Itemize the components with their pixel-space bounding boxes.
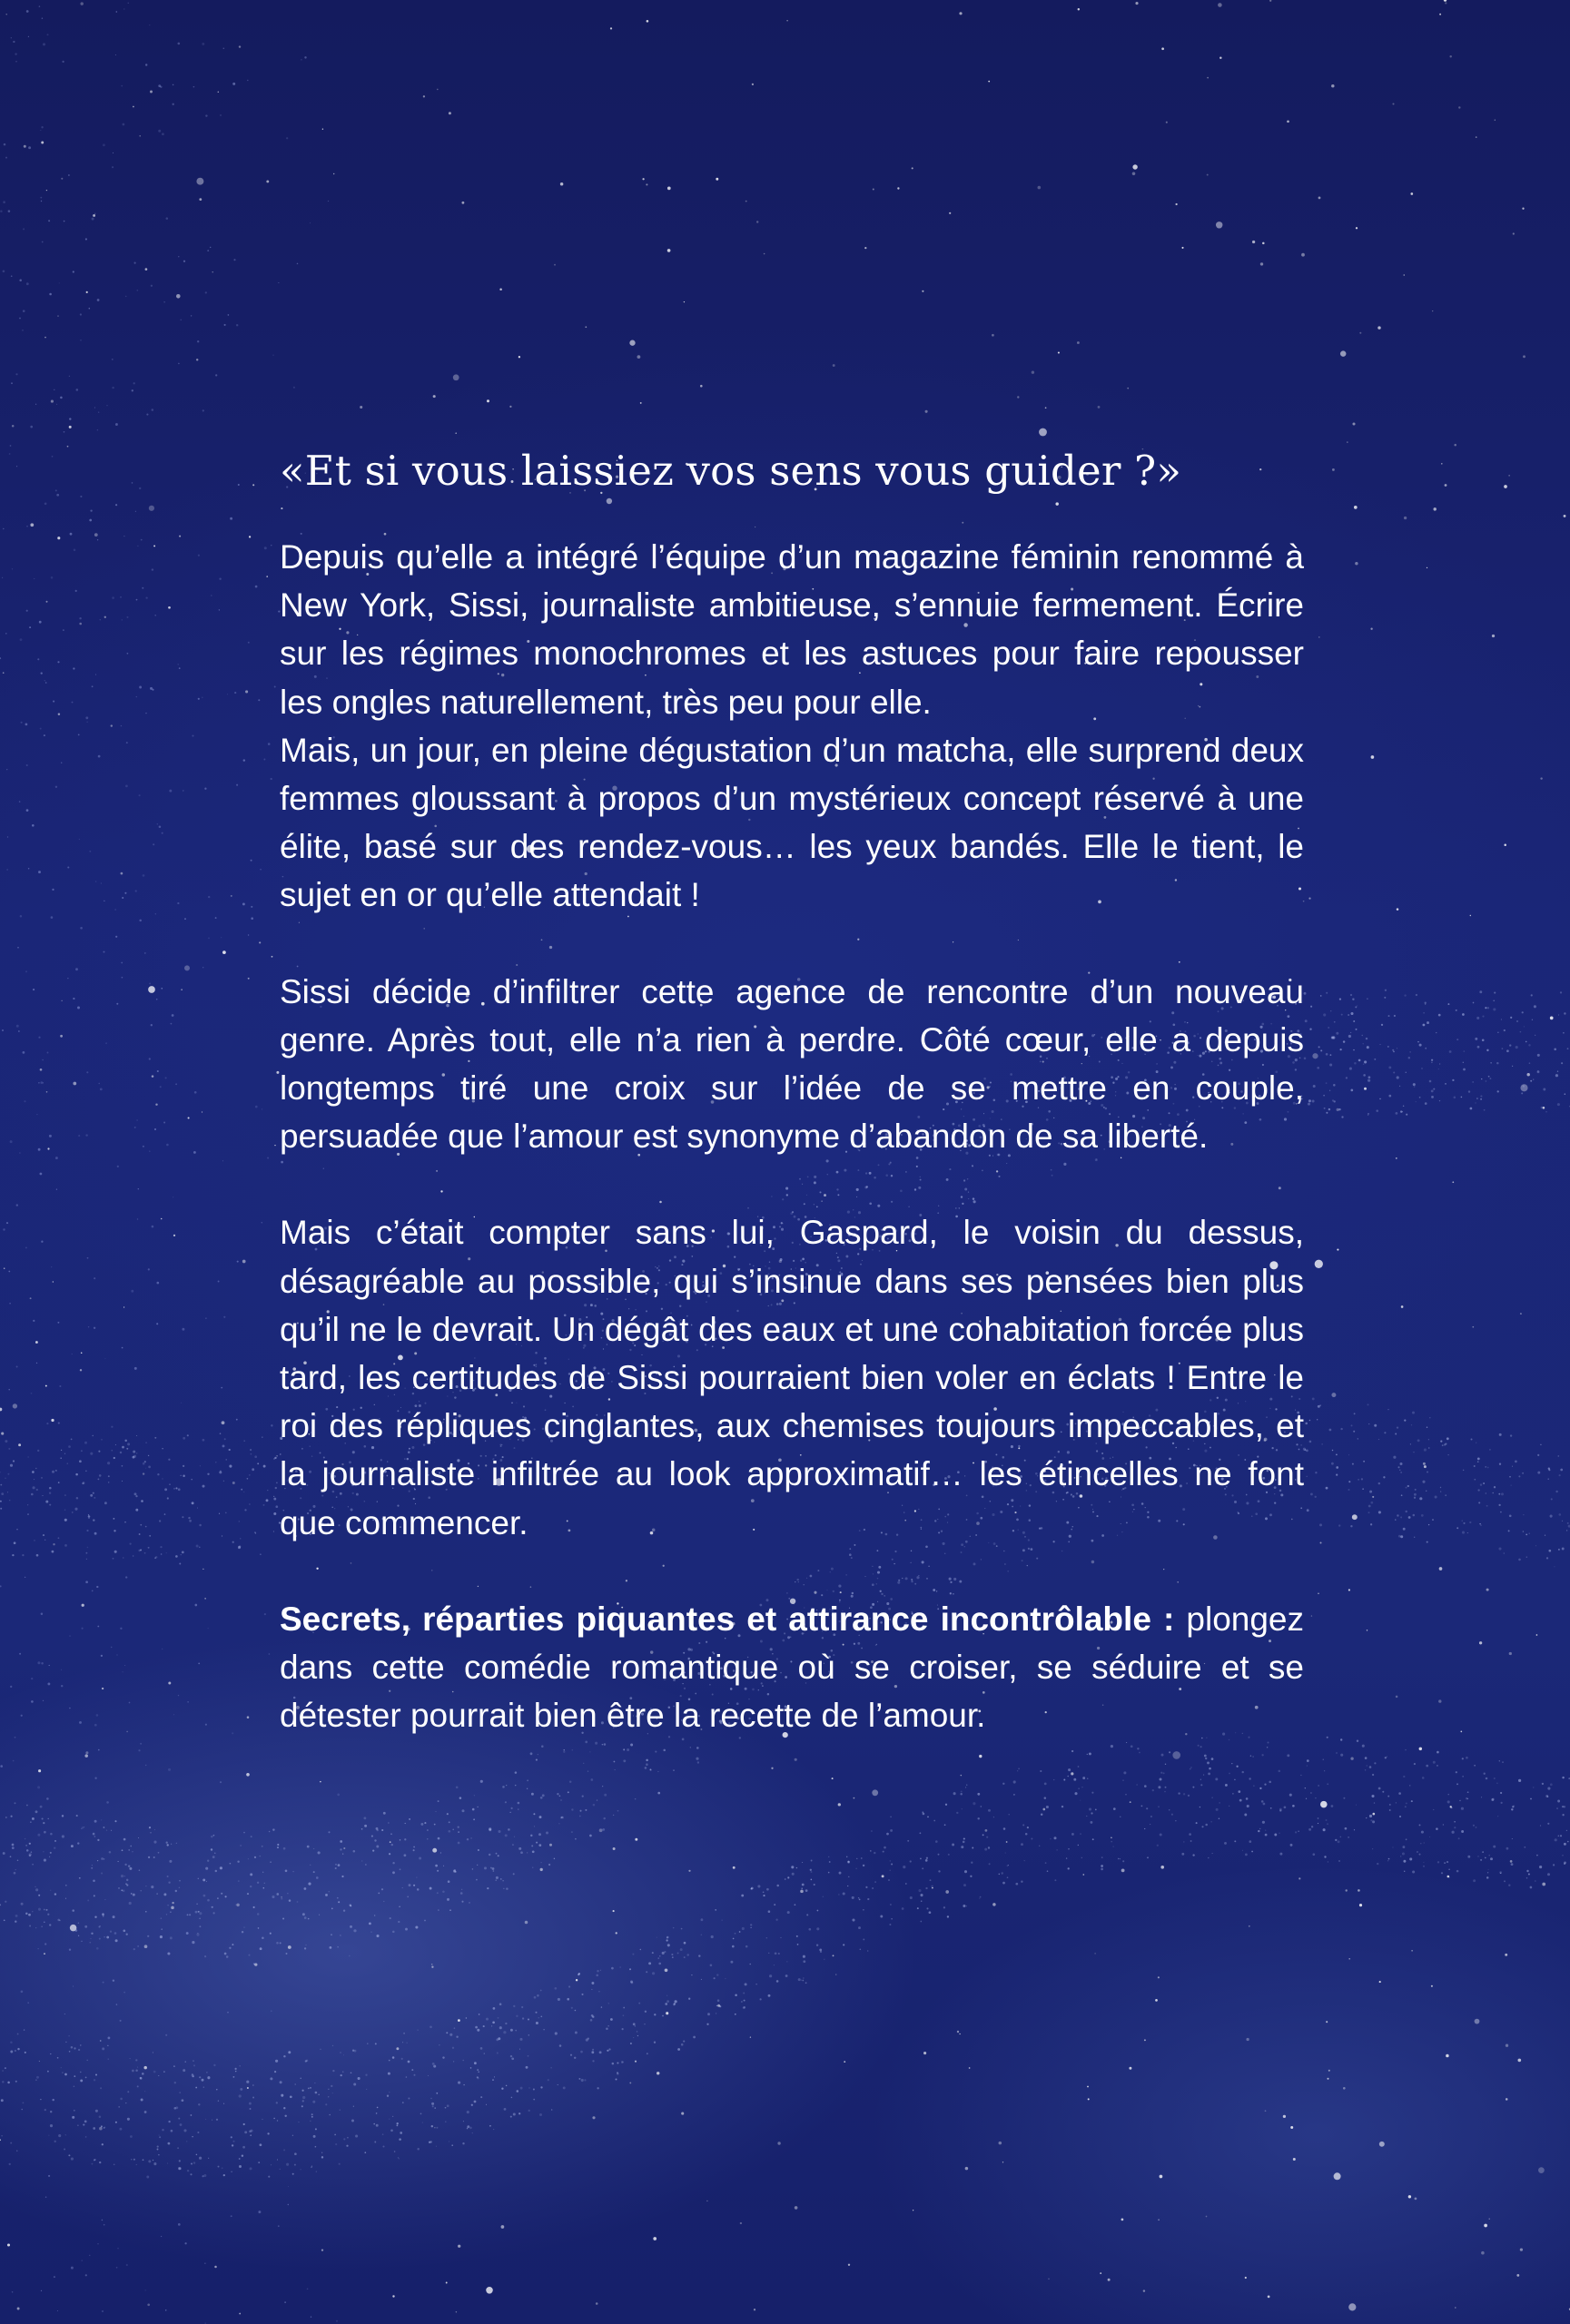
blurb-paragraph-2: Sissi décide d’infiltrer cette agence de rencontre d’un nouveau genre. Après tout, elle n’a rien à perdre. Côté cœur, elle a depuis longtemps tiré une croix sur l’idée de se mettre en couple, persuadée que l’amour est synonyme d’abandon de sa liberté. <box>280 972 1304 1156</box>
blurb-paragraph-4 <box>280 1595 1304 1740</box>
blurb-hook-bold: Secrets, réparties piquantes et attirance incontrôlable : <box>280 1600 1175 1638</box>
paragraph-spacer <box>280 920 1304 968</box>
blurb-paragraph-3: Mais c’était compter sans lui, Gaspard, le voisin du dessus, désagréable au possible, qui s’insinue dans ses pensées bien plus qu’il ne le devrait. Un dégât des eaux et une cohabitation forcée plus tard, les certitudes de Sissi pourraient bien voler en éclats ! Entre le roi des répliques cinglantes, aux chemises toujours impeccables, et la journaliste infiltrée au look approximatif… les étincelles ne font que commencer. <box>280 1214 1304 1541</box>
blurb-text-block <box>280 440 1304 1739</box>
blurb-hook-rest: plongez dans cette comédie romantique où se croiser, se séduire et se détester pourrait bien être la recette de l’amour. <box>280 1600 1305 1735</box>
paragraph-spacer <box>280 1547 1304 1595</box>
blurb-paragraph-1b: Mais, un jour, en pleine dégustation d’un matcha, elle surprend deux femmes gloussant à propos d’un mystérieux concept réservé à une élite, basé sur des rendez-vous… les yeux bandés. Elle le tient, le sujet en or qu’elle attendait ! <box>280 731 1304 914</box>
blurb-paragraph-1a: Depuis qu’elle a intégré l’équipe d’un magazine féminin renommé à New York, Sissi, journaliste ambitieuse, s’ennuie fermement. Écrire sur les régimes monochromes et les astuces pour faire repousser les ongles naturellement, très peu pour elle. <box>280 538 1304 721</box>
paragraph-spacer <box>280 1160 1304 1208</box>
tagline-quote: «Et si vous laissiez vos sens vous guider ?» <box>280 447 1182 495</box>
